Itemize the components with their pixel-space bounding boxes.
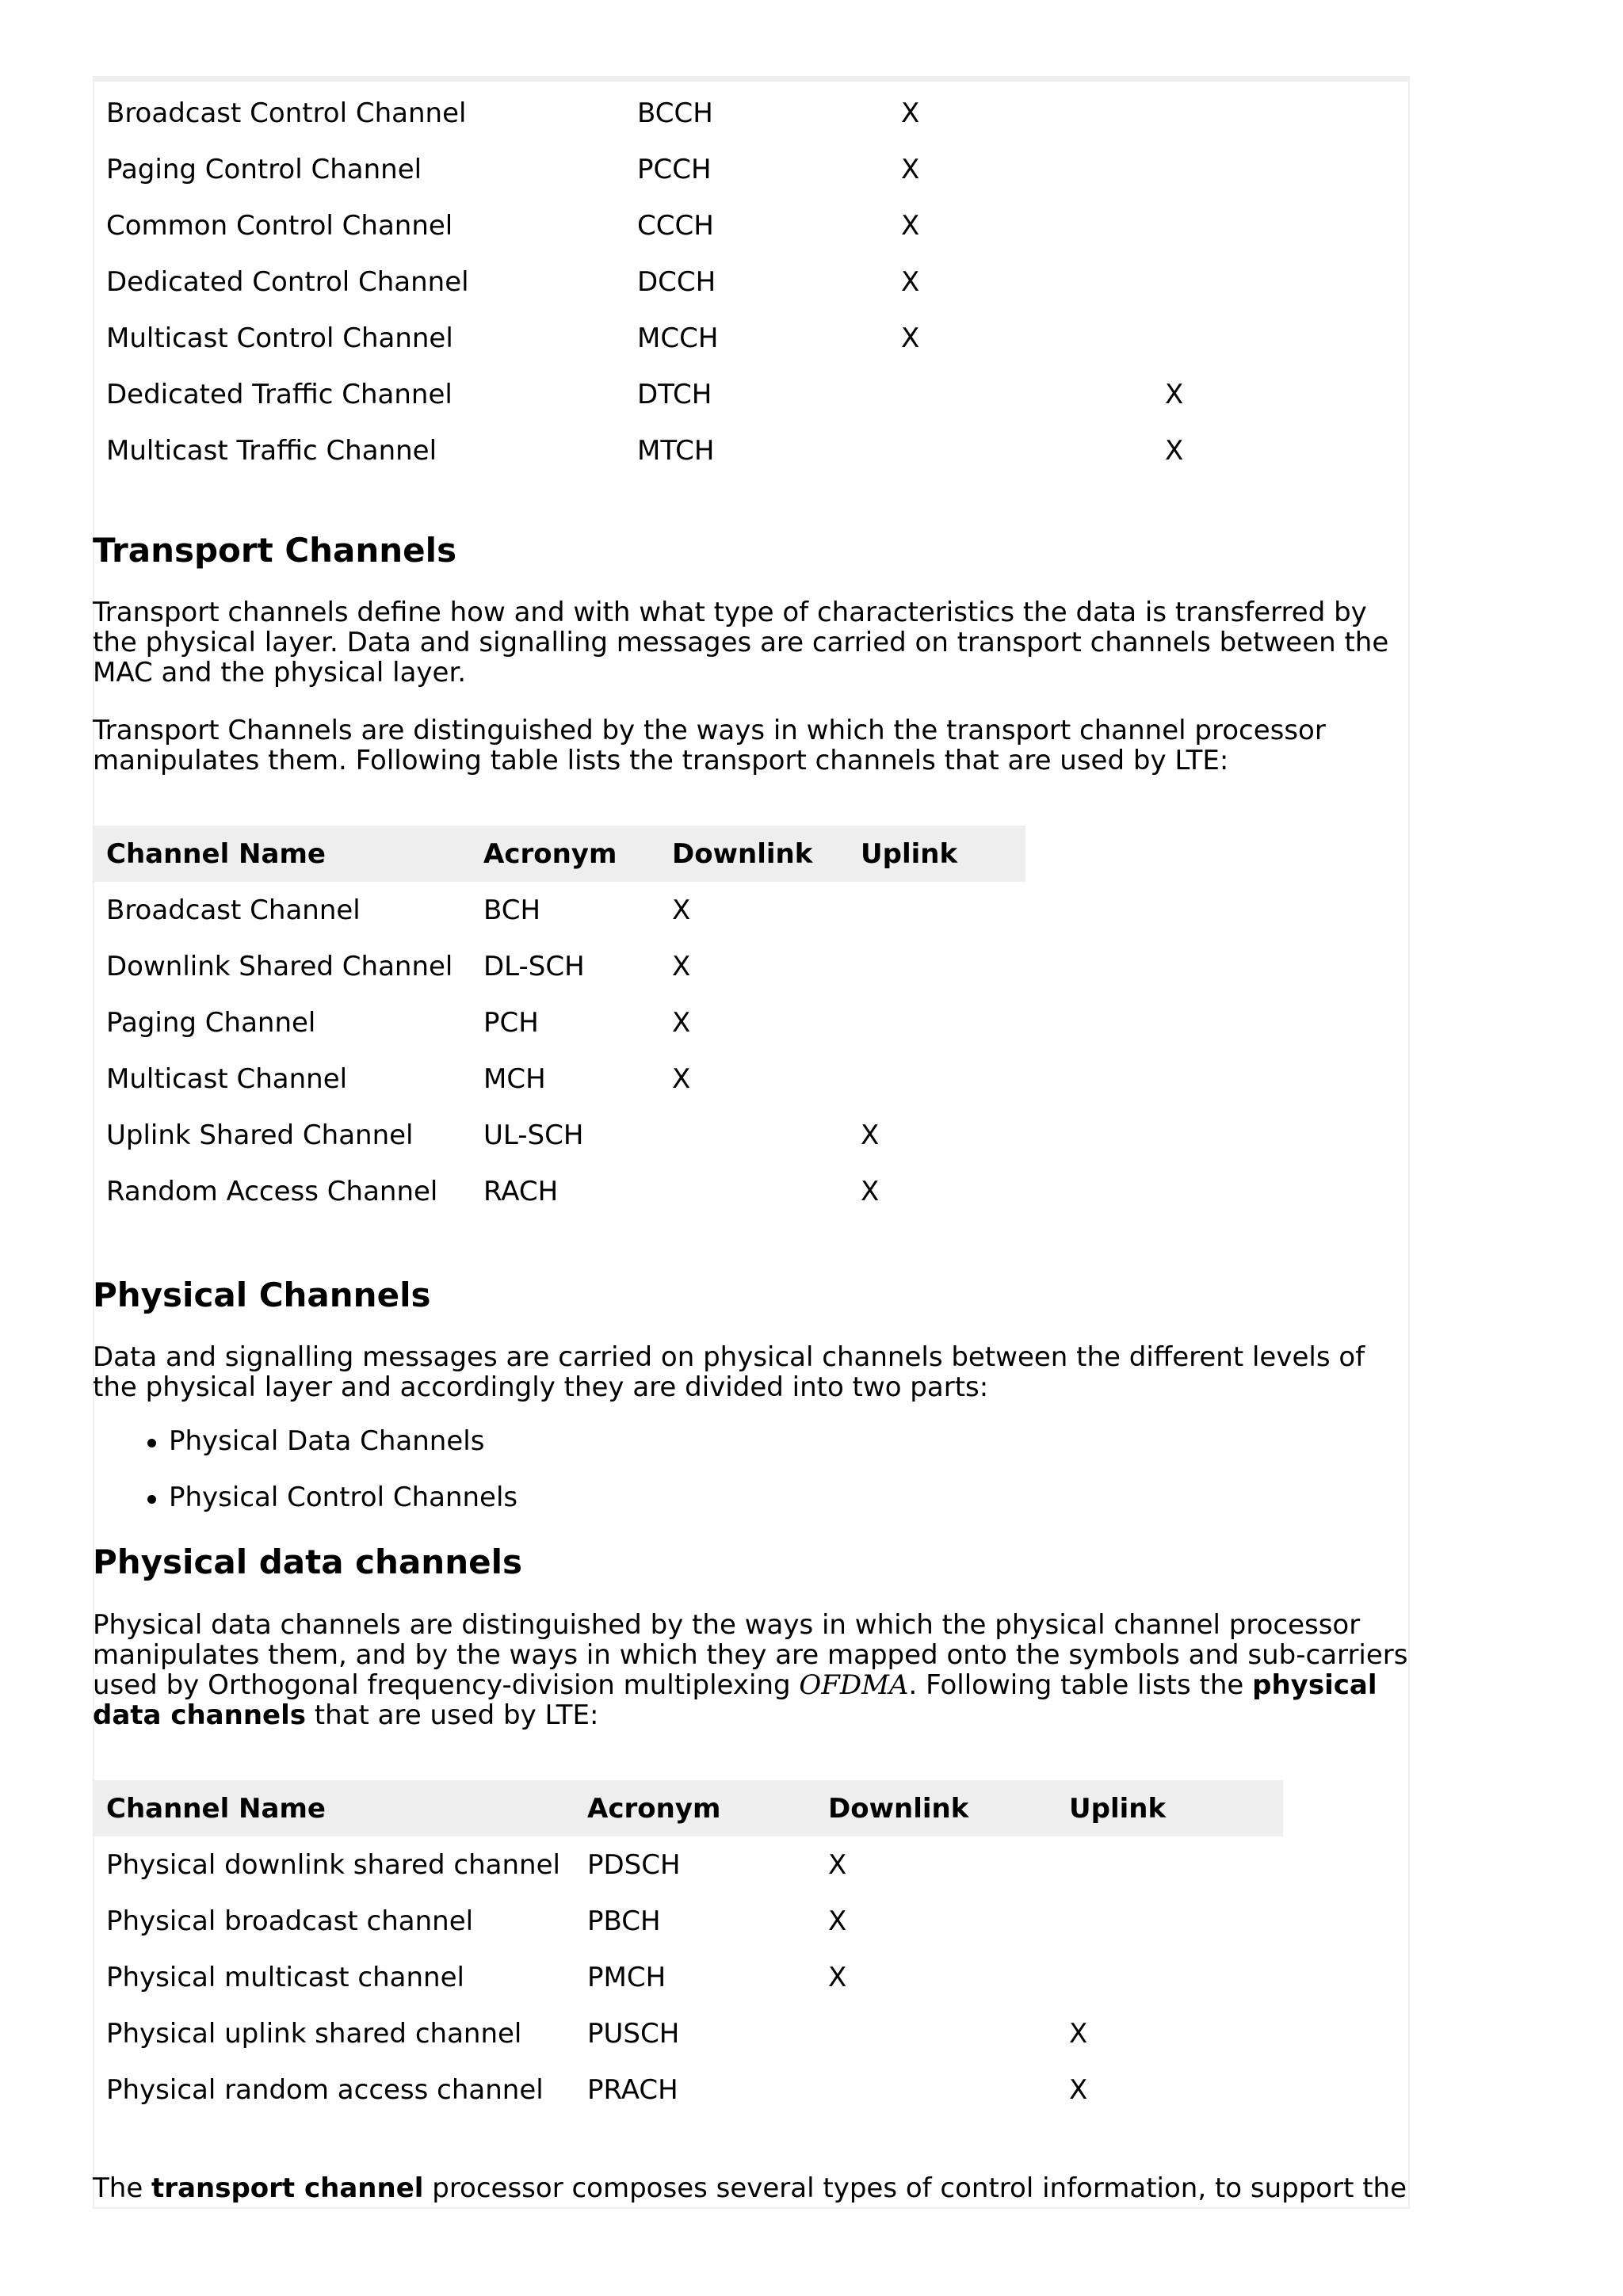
column-header: Downlink bbox=[815, 1780, 1056, 1836]
table-cell: DTCH bbox=[637, 378, 712, 410]
table-cell: X bbox=[901, 265, 920, 298]
physical-para: Data and signalling messages are carried on physical channels between the different levels of the physical layer and accordingly they are divided into two parts: bbox=[93, 1341, 1365, 1403]
table-cell: X bbox=[1069, 2017, 1088, 2050]
table-row bbox=[93, 1107, 1025, 1163]
table-row bbox=[93, 197, 1310, 254]
table-cell: Multicast Channel bbox=[106, 1062, 348, 1095]
table-cell: CCCH bbox=[637, 209, 714, 242]
table-cell bbox=[659, 1107, 847, 1163]
table-row bbox=[93, 994, 1025, 1051]
table-cell: PUSCH bbox=[587, 2017, 680, 2050]
table-cell: DL-SCH bbox=[483, 950, 585, 982]
list-item: Physical Data Channels bbox=[93, 1413, 517, 1470]
physical-data-channels-heading: Physical data channels bbox=[93, 1543, 522, 1581]
table-cell bbox=[1151, 85, 1310, 141]
table-cell bbox=[847, 938, 1025, 994]
table-cell: Dedicated Traffic Channel bbox=[106, 378, 453, 410]
table-cell: X bbox=[1165, 434, 1184, 467]
transport-channels-heading: Transport Channels bbox=[93, 531, 457, 570]
table-cell: MCH bbox=[483, 1062, 546, 1095]
table-cell: Multicast Traffic Channel bbox=[106, 434, 437, 467]
table-cell bbox=[847, 1051, 1025, 1107]
table-row bbox=[93, 1836, 1283, 1893]
table-row bbox=[93, 1949, 1283, 2005]
column-header: Channel Name bbox=[93, 826, 470, 882]
table-cell: BCH bbox=[483, 894, 541, 926]
table-cell bbox=[815, 2061, 1056, 2118]
table-cell: Paging Control Channel bbox=[106, 153, 422, 185]
table-cell: Physical broadcast channel bbox=[106, 1905, 474, 1937]
table-cell: Uplink Shared Channel bbox=[106, 1119, 414, 1151]
table-cell: Dedicated Control Channel bbox=[106, 265, 469, 298]
table-row bbox=[93, 2005, 1283, 2061]
table-cell: Common Control Channel bbox=[106, 209, 453, 242]
table-row bbox=[93, 422, 1310, 479]
table-cell: X bbox=[901, 153, 920, 185]
table-cell: Multicast Control Channel bbox=[106, 322, 453, 354]
table-cell bbox=[1056, 1836, 1283, 1893]
table-cell: PBCH bbox=[587, 1905, 661, 1937]
table-cell: X bbox=[1165, 378, 1184, 410]
table-cell: DCCH bbox=[637, 265, 716, 298]
table-cell bbox=[815, 2005, 1056, 2061]
table-cell: RACH bbox=[483, 1175, 559, 1207]
table-cell: MTCH bbox=[637, 434, 715, 467]
table-cell: X bbox=[861, 1119, 880, 1151]
table-cell bbox=[1151, 310, 1310, 366]
table-row bbox=[93, 938, 1025, 994]
table-cell bbox=[1151, 254, 1310, 310]
table-row bbox=[93, 882, 1025, 938]
table-cell bbox=[1151, 141, 1310, 197]
table-cell: X bbox=[901, 209, 920, 242]
table-row bbox=[93, 2061, 1283, 2118]
table-cell bbox=[847, 882, 1025, 938]
table-cell: PMCH bbox=[587, 1961, 666, 1993]
column-header: Uplink bbox=[1056, 1780, 1283, 1836]
column-header: Uplink bbox=[847, 826, 1025, 882]
table-row bbox=[93, 85, 1310, 141]
table-cell bbox=[659, 1163, 847, 1219]
table-row bbox=[93, 1051, 1025, 1107]
table-cell: X bbox=[672, 1006, 691, 1039]
table-cell: X bbox=[861, 1175, 880, 1207]
table-cell: Broadcast Channel bbox=[106, 894, 361, 926]
table-row bbox=[93, 1163, 1025, 1219]
physical-data-para: Physical data channels are distinguished by the ways in which the physical channel processor manipulates them, and by the ways in which they are mapped onto the symbols and sub-carriers used by Orthogonal frequency-division multiplexing OFDMA. Following table lists the physical data channels that are used by LTE: bbox=[93, 1609, 1408, 1731]
transport-para-1: Transport channels define how and with what type of characteristics the data is transferred by the physical layer. Data and signalling messages are carried on transport channels between the MAC and the physical layer. bbox=[93, 597, 1389, 688]
physical-channel-types-list bbox=[93, 1413, 517, 1526]
table-cell bbox=[888, 422, 1151, 479]
table-cell: Physical multicast channel bbox=[106, 1961, 464, 1993]
table-cell: X bbox=[828, 1905, 847, 1937]
table-cell: PCH bbox=[483, 1006, 539, 1039]
table-cell: X bbox=[828, 1848, 847, 1881]
table-row bbox=[93, 141, 1310, 197]
table-cell bbox=[1056, 1949, 1283, 2005]
table-cell: Physical random access channel bbox=[106, 2073, 544, 2106]
column-header: Downlink bbox=[659, 826, 847, 882]
table-cell: PRACH bbox=[587, 2073, 678, 2106]
table-cell bbox=[1056, 1893, 1283, 1949]
transport-channels-table bbox=[93, 826, 1025, 1219]
table-cell: Physical uplink shared channel bbox=[106, 2017, 522, 2050]
ofdma-term: OFDMA bbox=[799, 1669, 909, 1701]
table-row bbox=[93, 1893, 1283, 1949]
transport-para-2: Transport Channels are distinguished by the ways in which the transport channel processor manipulates them. Following table lists the transport channels that are used by LTE: bbox=[93, 715, 1326, 776]
table-cell: X bbox=[901, 322, 920, 354]
column-header: Acronym bbox=[470, 826, 659, 882]
transport-channel-term: transport channel bbox=[151, 2172, 424, 2204]
table-cell: Paging Channel bbox=[106, 1006, 316, 1039]
table-cell: PCCH bbox=[637, 153, 712, 185]
table-cell bbox=[888, 366, 1151, 422]
column-header: Channel Name bbox=[93, 1780, 574, 1836]
physical-data-channels-table bbox=[93, 1780, 1283, 2118]
table-cell: Random Access Channel bbox=[106, 1175, 438, 1207]
physical-data-channels-term: physical data channels bbox=[93, 1669, 1377, 1731]
table-cell: Downlink Shared Channel bbox=[106, 950, 453, 982]
logical-channels-table bbox=[93, 85, 1310, 479]
table-row bbox=[93, 366, 1310, 422]
column-header: Acronym bbox=[574, 1780, 815, 1836]
table-cell: MCCH bbox=[637, 322, 719, 354]
table-cell: Physical downlink shared channel bbox=[106, 1848, 560, 1881]
table-cell: X bbox=[672, 894, 691, 926]
table-cell: BCCH bbox=[637, 97, 713, 129]
table-cell: X bbox=[828, 1961, 847, 1993]
table-row bbox=[93, 310, 1310, 366]
list-item: Physical Control Channels bbox=[93, 1470, 517, 1526]
footer-para: The transport channel processor composes several types of control information, to support the bbox=[93, 2172, 1407, 2204]
table-cell: X bbox=[672, 1062, 691, 1095]
table-cell: UL-SCH bbox=[483, 1119, 584, 1151]
table-row bbox=[93, 254, 1310, 310]
table-cell: X bbox=[672, 950, 691, 982]
table-cell: PDSCH bbox=[587, 1848, 681, 1881]
table-cell bbox=[1151, 197, 1310, 254]
table-cell: X bbox=[1069, 2073, 1088, 2106]
table-cell: Broadcast Control Channel bbox=[106, 97, 467, 129]
table-cell bbox=[847, 994, 1025, 1051]
physical-channels-heading: Physical Channels bbox=[93, 1276, 431, 1314]
table-cell: X bbox=[901, 97, 920, 129]
